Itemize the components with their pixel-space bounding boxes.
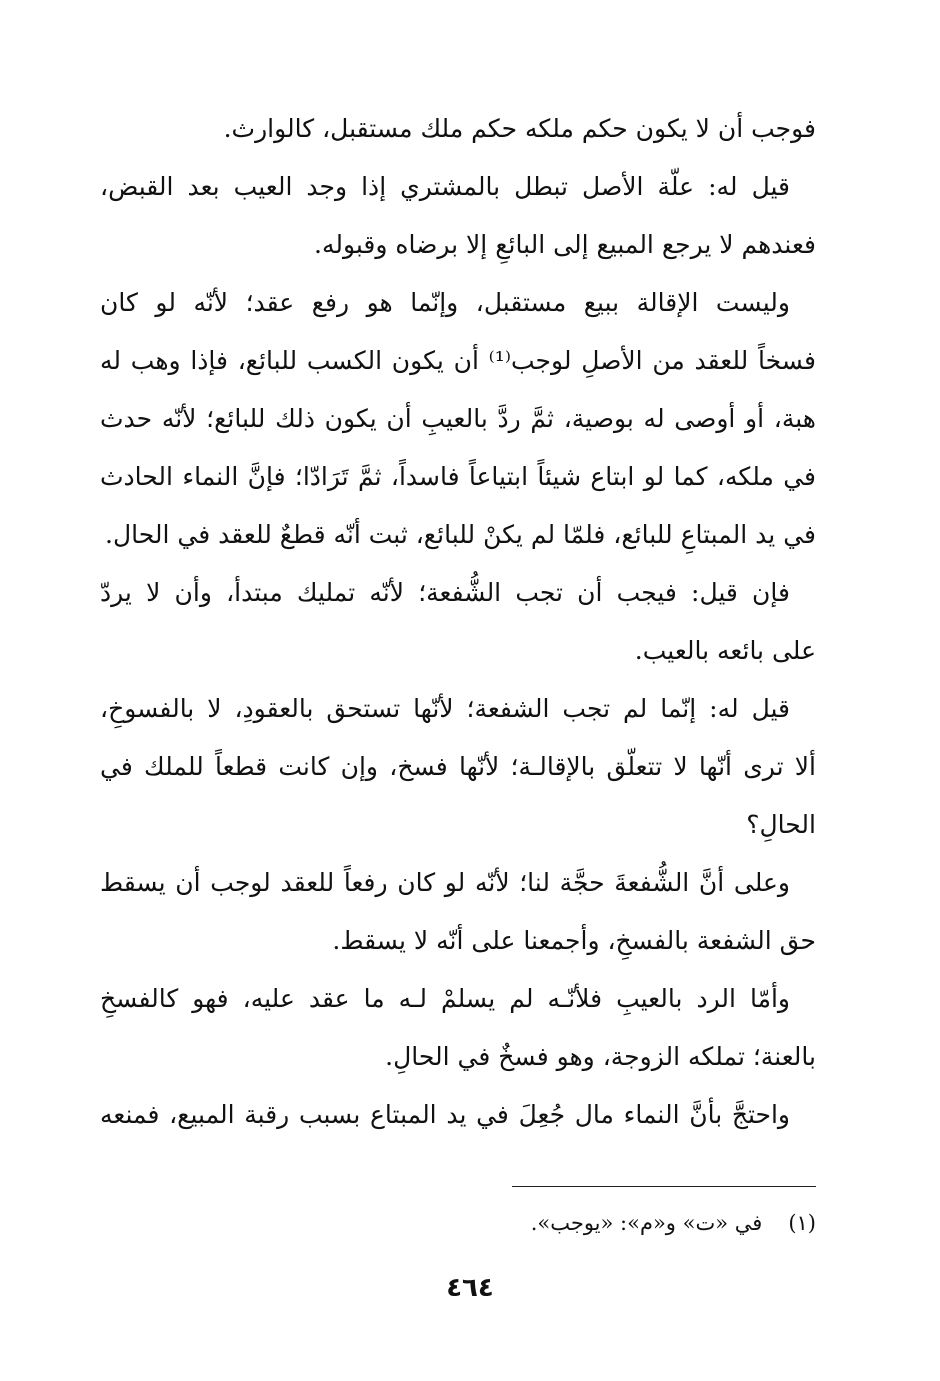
text-line: بالعنة؛ تملكه الزوجة، وهو فسخٌ في الحالِ. (385, 1042, 816, 1071)
text-line: فإن قيل: فيجب أن تجب الشُّفعة؛ لأنّه تمليك مبتدأ، وأن لا يردّ (100, 578, 790, 607)
footnote (531, 1206, 816, 1240)
text-line: في يد المبتاعِ للبائع، فلمّا لم يكنْ للبائع، ثبت أنّه قطعٌ للعقد في الحال. (105, 520, 816, 549)
text-line: حق الشفعة بالفسخِ، وأجمعنا على أنّه لا يسقط. (332, 926, 816, 955)
text-line: قيل له: علّة الأصل تبطل بالمشتري إذا وجد العيب بعد القبض، (100, 172, 790, 201)
text-line: قيل له: إنّما لم تجب الشفعة؛ لأنّها تستحق بالعقودِ، لا بالفسوخِ، (100, 694, 790, 723)
text-line: فسخاً للعقد من الأصلِ لوجب⁽¹⁾ أن يكون الكسب للبائع، فإذا وهب له (100, 346, 816, 375)
text-line: واحتجَّ بأنَّ النماء مال جُعِلَ في يد المبتاع بسبب رقبة المبيع، فمنعه (100, 1100, 790, 1129)
text-line: وليست الإقالة ببيع مستقبل، وإنّما هو رفع عقد؛ لأنّه لو كان (100, 288, 790, 317)
text-line: فوجب أن لا يكون حكم ملكه حكم ملك مستقبل، كالوارث. (223, 114, 816, 143)
text-line: ألا ترى أنّها لا تتعلّق بالإقالـة؛ لأنّها فسخ، وإن كانت قطعاً للملك في (100, 752, 816, 781)
text-line: على بائعه بالعيب. (634, 636, 816, 665)
text-line: هبة، أو أوصى له بوصية، ثمَّ ردَّ بالعيبِ أن يكون ذلك للبائع؛ لأنّه حدث (100, 404, 816, 433)
text-line: وأمّا الرد بالعيبِ فلأنّـه لم يسلمْ لـه ما عقد عليه، فهو كالفسخِ (100, 984, 790, 1013)
text-line: في ملكه، كما لو ابتاع شيئاً ابتياعاً فاسداً، ثمَّ تَرَادّا؛ فإنَّ النماء الحادث (100, 462, 816, 491)
text-line: الحالِ؟ (746, 810, 816, 839)
text-line: فعندهم لا يرجع المبيع إلى البائعِ إلا برضاه وقبوله. (314, 230, 816, 259)
text-line: وعلى أنَّ الشُّفعةَ حجَّة لنا؛ لأنّه لو كان رفعاً للعقد لوجب أن يسقط (100, 868, 790, 897)
page-number: ٤٦٤ (446, 1273, 494, 1303)
footnote-number: (١) (788, 1211, 816, 1235)
footnote-separator (512, 1186, 816, 1187)
footnote-text: في «ت» و«م»: «يوجب». (530, 1211, 763, 1235)
body-text (100, 100, 816, 1144)
